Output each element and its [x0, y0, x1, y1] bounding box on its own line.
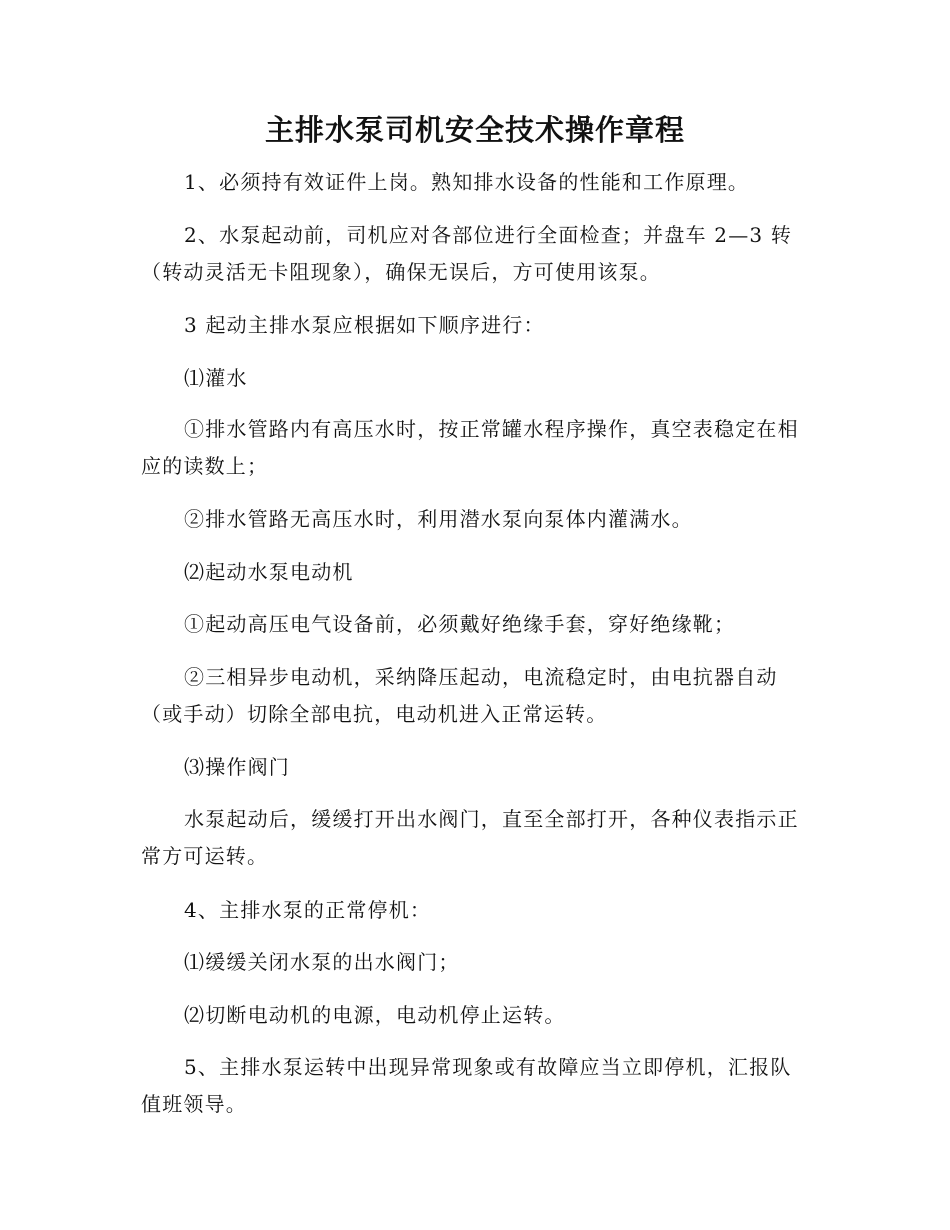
paragraph-step-2-1: ①起动高压电气设备前，必须戴好绝缘手套，穿好绝缘靴；	[184, 612, 736, 636]
paragraph-1: 1、必须持有效证件上岗。熟知排水设备的性能和工作原理。	[184, 170, 750, 194]
paragraph-step-1-2: ②排水管路无高压水时，利用潜水泵向泵体内灌满水。	[184, 507, 693, 531]
paragraph-5: 5、主排水泵运转中出现异常现象或有故障应当立即停机，汇报队值班领导。	[141, 1055, 792, 1116]
paragraph-step-2-2: ②三相异步电动机，采纳降压起动，电流稳定时，由电抗器自动（或手动）切除全部电抗，电动机进入正常运转。	[141, 665, 778, 726]
paragraph-step-4-2: ⑵切断电动机的电源，电动机停止运转。	[184, 1003, 566, 1027]
paragraph-step-4-1: ⑴缓缓关闭水泵的出水阀门；	[184, 950, 460, 974]
paragraph-3: 3 起动主排水泵应根据如下顺序进行：	[184, 313, 545, 337]
document-title: 主排水泵司机安全技术操作章程	[264, 113, 685, 147]
paragraph-section-3: ⑶操作阀门	[184, 755, 290, 779]
paragraph-section-1: ⑴灌水	[184, 366, 248, 390]
paragraph-4: 4、主排水泵的正常停机：	[184, 898, 432, 922]
paragraph-step-1-1: ①排水管路内有高压水时，按正常罐水程序操作，真空表稳定在相应的读数上；	[141, 417, 799, 478]
paragraph-section-2: ⑵起动水泵电动机	[184, 560, 354, 584]
paragraph-step-3: 水泵起动后，缓缓打开出水阀门，直至全部打开，各种仪表指示正常方可运转。	[141, 807, 799, 868]
paragraph-2: 2、水泵起动前，司机应对各部位进行全面检查；并盘车 2—3 转（转动灵活无卡阻现象），确保无误后，方可使用该泵。	[141, 223, 793, 284]
